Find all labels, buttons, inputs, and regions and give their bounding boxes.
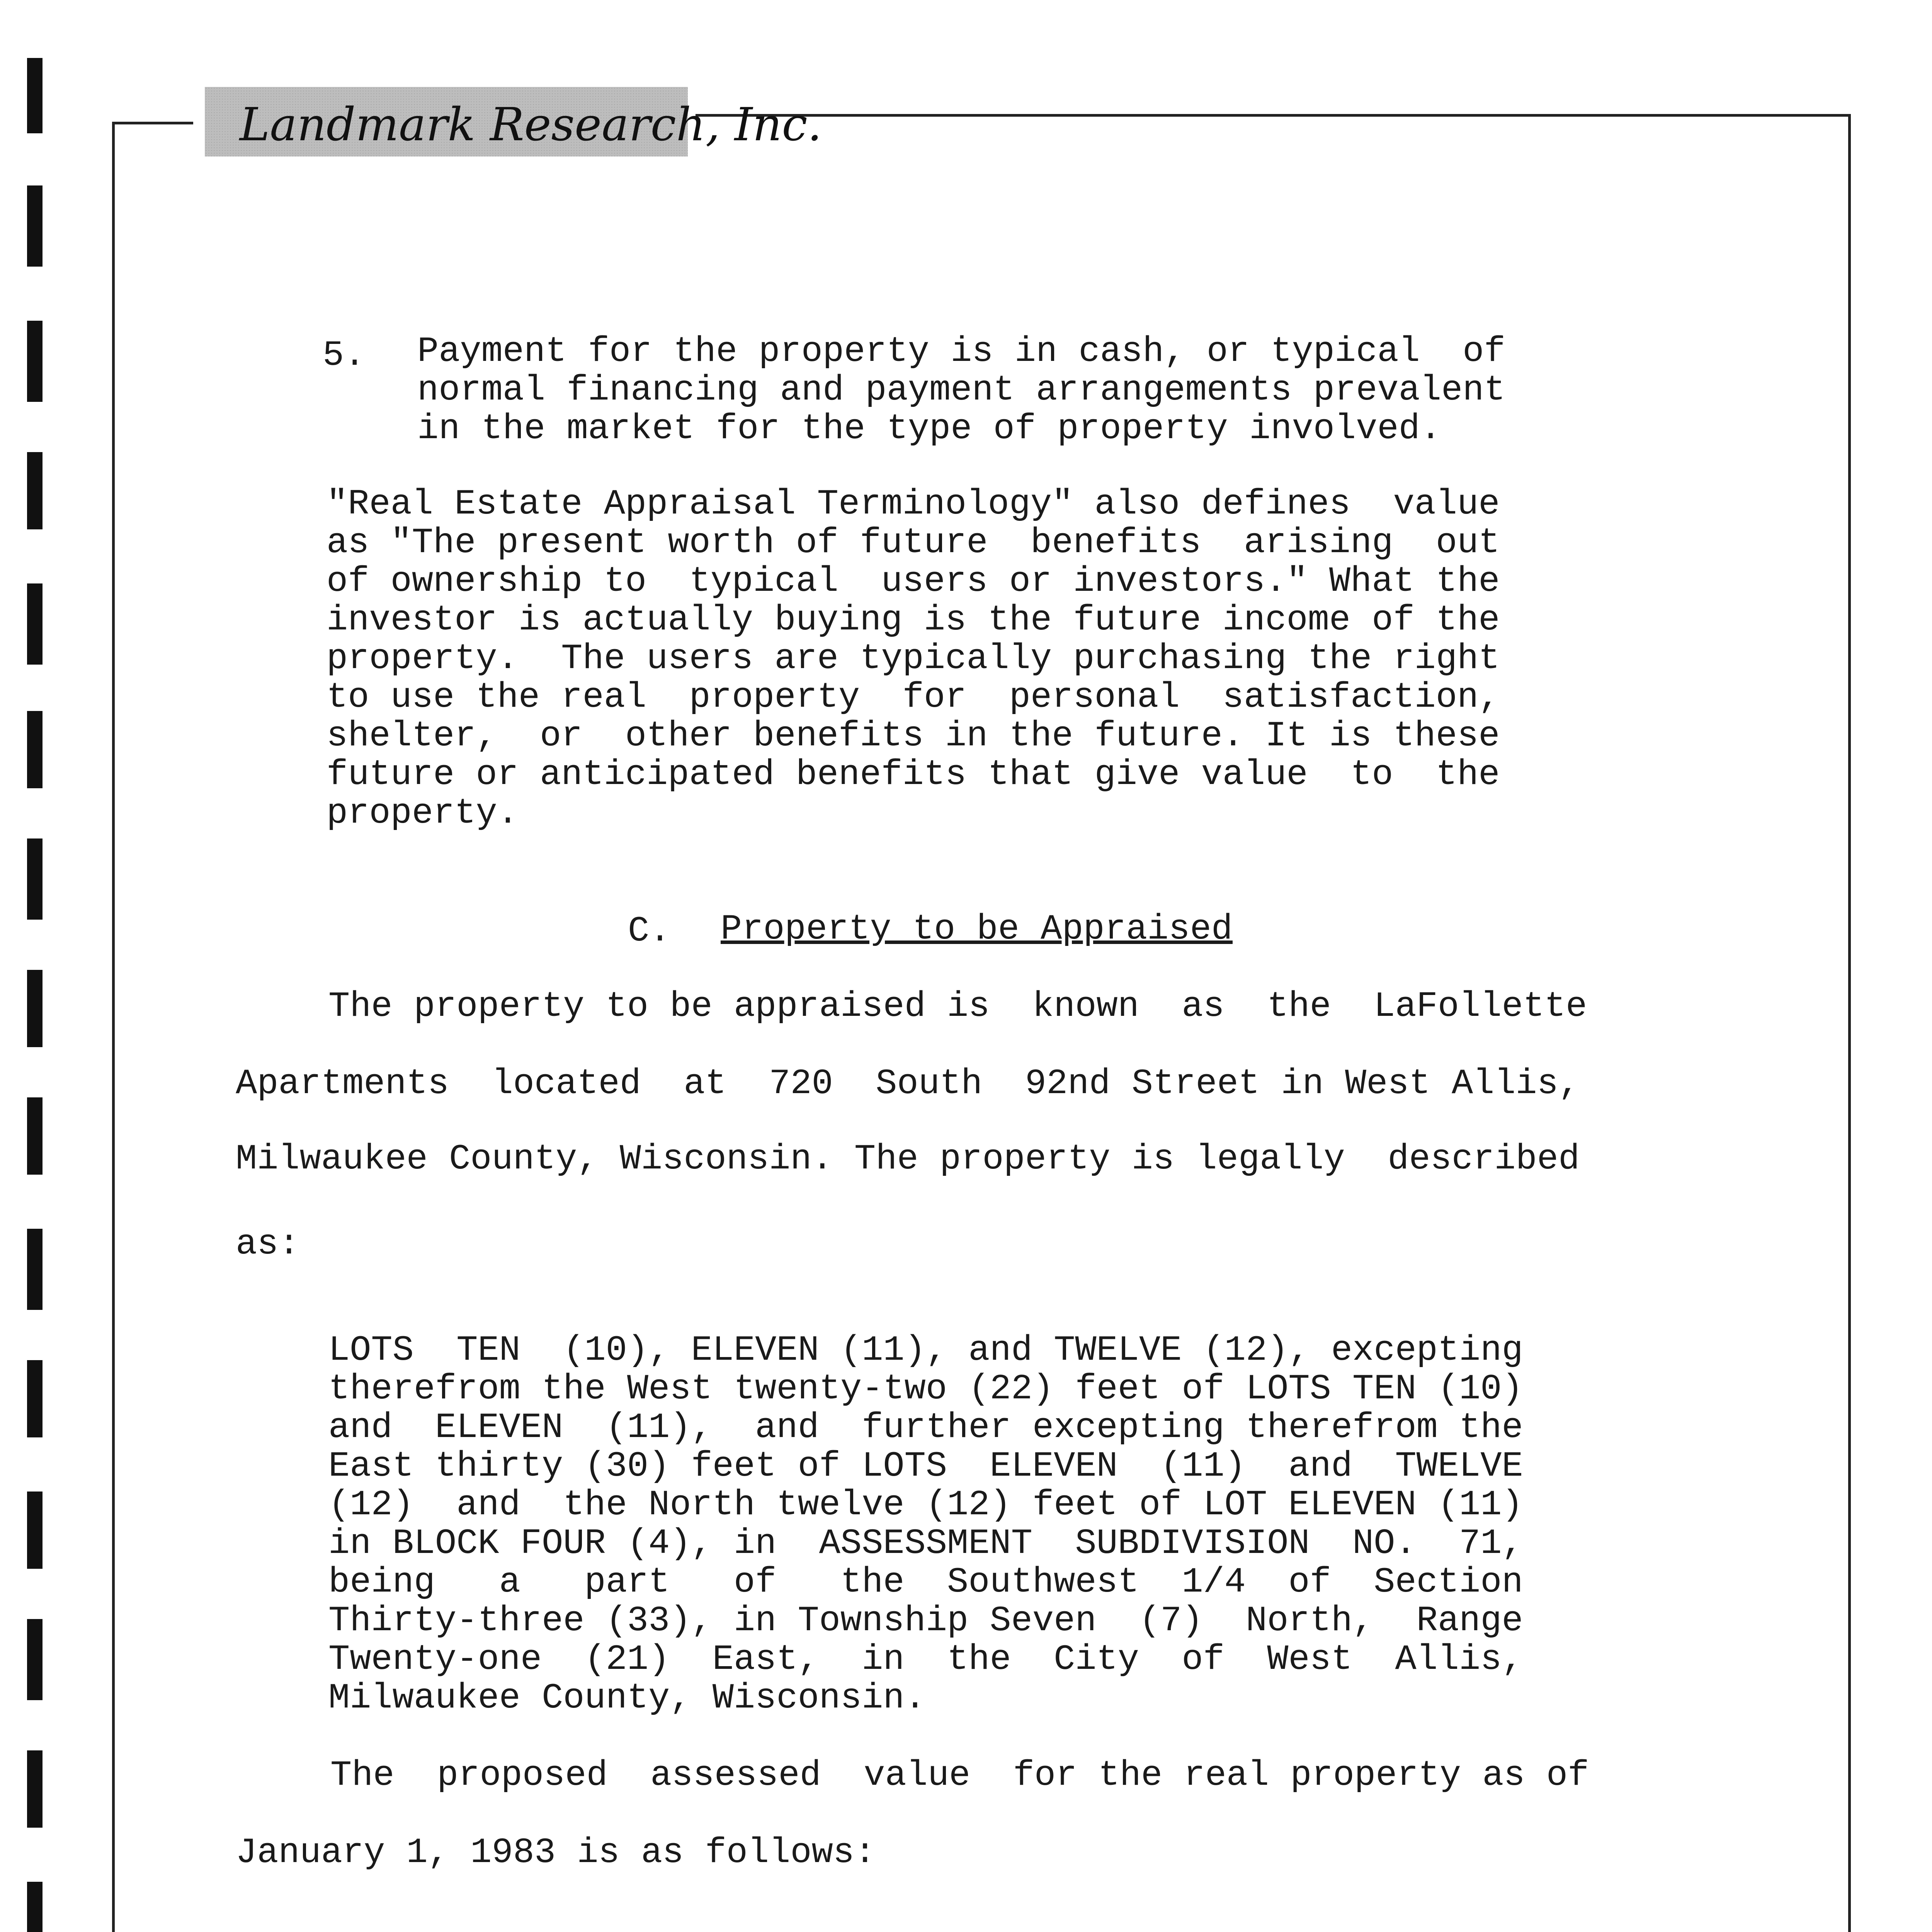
text-line: Milwaukee County, Wisconsin. The property is legally described	[236, 1139, 1580, 1179]
text-line: Twenty-one (21) East, in the City of West Allis,	[328, 1639, 1523, 1680]
binding-mark	[27, 970, 43, 1047]
text-line: therefrom the West twenty-two (22) feet of LOTS TEN (10)	[328, 1369, 1523, 1409]
binding-mark	[27, 321, 43, 402]
text-line: The proposed assessed value for the real property as of	[330, 1755, 1589, 1796]
text-line: as "The present worth of future benefits arising out	[327, 522, 1500, 563]
frame-left	[112, 122, 115, 1932]
text-line: property. The users are typically purchasing the right	[327, 638, 1500, 679]
text-line: The property to be appraised is known as the LaFollette	[328, 986, 1587, 1027]
text-line: investor is actually buying is the future income of the	[327, 600, 1500, 640]
binding-mark	[27, 1619, 43, 1700]
text-line: LOTS TEN (10), ELEVEN (11), and TWELVE (12), excepting	[328, 1330, 1523, 1371]
section-title: Property to be Appraised	[721, 909, 1233, 949]
text-line: January 1, 1983 is as follows:	[236, 1832, 876, 1873]
logo-text: Landmark Research, Inc.	[240, 98, 822, 151]
binding-mark	[27, 838, 43, 920]
text-line: as:	[236, 1224, 300, 1264]
binding-mark	[27, 185, 43, 267]
text-line: "Real Estate Appraisal Terminology" also defines value	[327, 484, 1500, 524]
text-line: to use the real property for personal satisfaction,	[327, 677, 1500, 718]
text-line: being a part of the Southwest 1/4 of Section	[328, 1562, 1523, 1602]
letterhead-logo	[205, 87, 822, 156]
binding-mark	[27, 583, 43, 665]
text-line: and ELEVEN (11), and further excepting therefrom the	[328, 1407, 1523, 1448]
text-line: future or anticipated benefits that give value to the	[327, 754, 1500, 795]
text-line: Thirty-three (33), in Township Seven (7) North, Range	[328, 1600, 1523, 1641]
binding-mark	[27, 1882, 43, 1932]
text-line: property.	[327, 793, 519, 833]
frame-top-right	[696, 114, 1851, 117]
binding-mark	[27, 58, 43, 133]
frame-right	[1848, 114, 1851, 1932]
text-line: of ownership to typical users or investors." What the	[327, 561, 1500, 602]
section-letter: C.	[628, 911, 671, 951]
frame-top-left	[112, 122, 193, 124]
binding-mark	[27, 1360, 43, 1437]
text-line: in BLOCK FOUR (4), in ASSESSMENT SUBDIVISION NO. 71,	[328, 1523, 1523, 1564]
binding-mark	[27, 1097, 43, 1175]
binding-mark	[27, 1750, 43, 1828]
text-line: shelter, or other benefits in the future. It is these	[327, 716, 1500, 756]
binding-mark	[27, 711, 43, 788]
binding-mark	[27, 1229, 43, 1310]
text-line: in the market for the type of property involved.	[417, 408, 1442, 449]
text-line: Payment for the property is in cash, or typical of	[417, 331, 1505, 372]
text-line: Milwaukee County, Wisconsin.	[328, 1678, 926, 1718]
text-line: East thirty (30) feet of LOTS ELEVEN (11) and TWELVE	[328, 1446, 1523, 1486]
text-line: Apartments located at 720 South 92nd Street in West Allis,	[236, 1063, 1580, 1104]
text-line: (12) and the North twelve (12) feet of LOT ELEVEN (11)	[328, 1485, 1523, 1525]
binding-mark	[27, 452, 43, 529]
binding-mark	[27, 1492, 43, 1569]
item-number: 5.	[323, 335, 366, 376]
text-line: normal financing and payment arrangements prevalent	[417, 370, 1505, 410]
